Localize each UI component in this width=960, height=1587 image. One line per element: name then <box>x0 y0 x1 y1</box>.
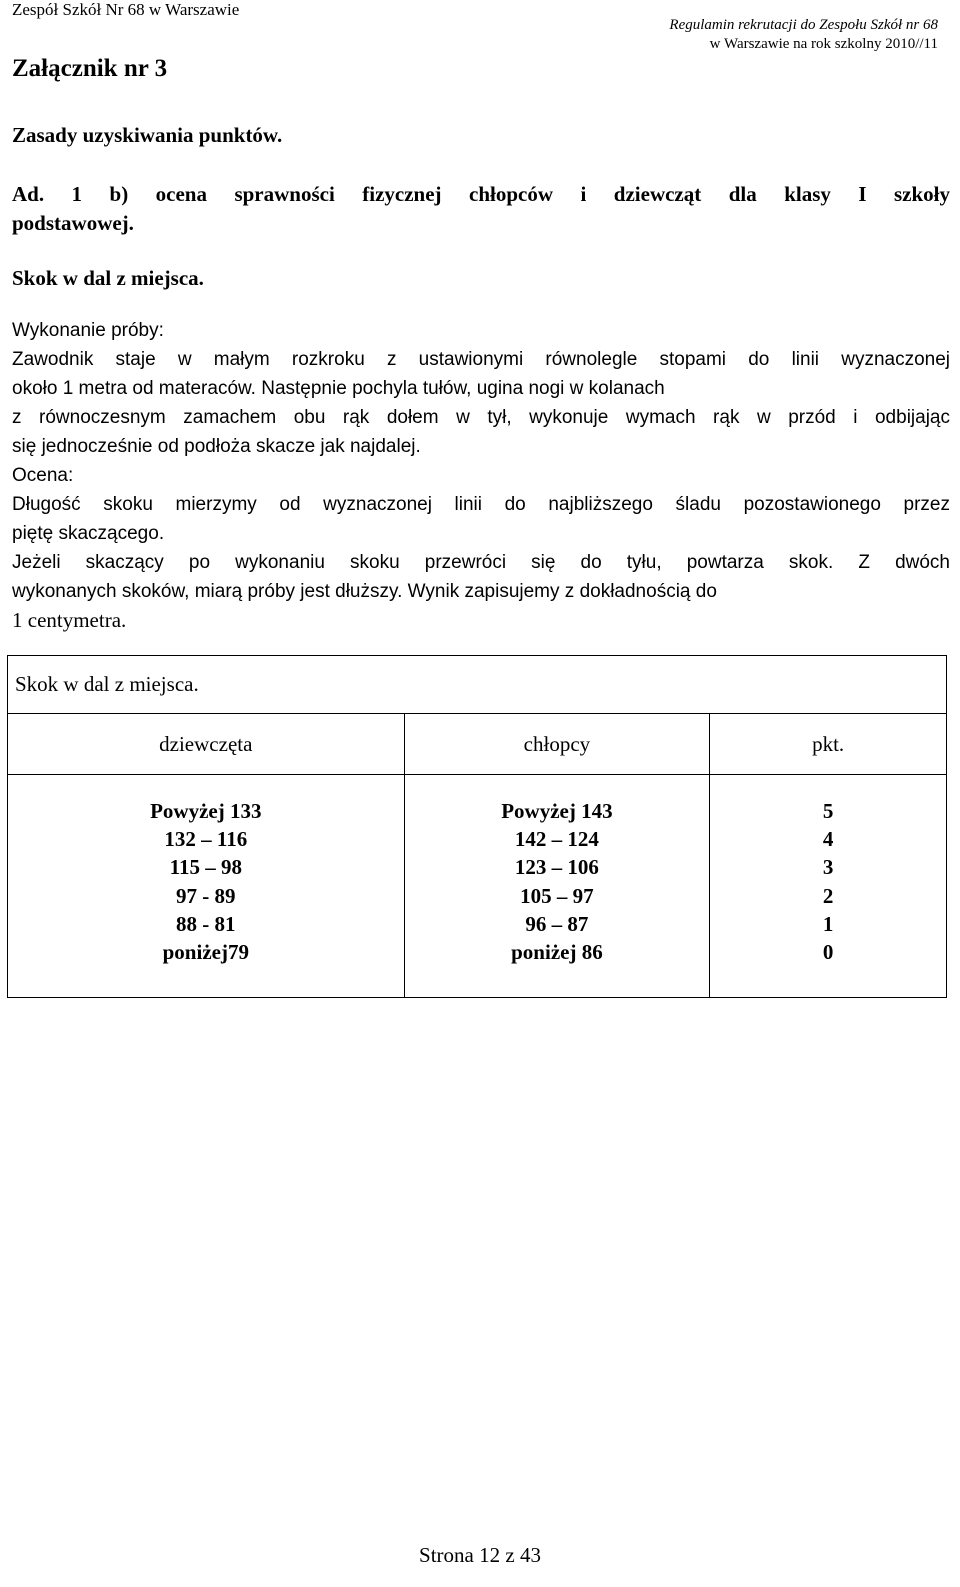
wykonanie-line: około 1 metra od materaców. Następnie pochyla tułów, ugina nogi w kolanach <box>12 378 665 399</box>
header-school: Zespół Szkół Nr 68 w Warszawie <box>12 0 240 19</box>
scoring-table <box>7 655 947 998</box>
header-regulation <box>669 16 938 54</box>
girls-results-cell <box>8 775 405 998</box>
ocena-line: 1 centymetra. <box>12 608 127 632</box>
boys-results-cell <box>404 775 710 998</box>
page-number: Strona 12 z 43 <box>419 1543 541 1567</box>
wykonanie-line: z równoczesnym zamachem obu rąk dołem w tył, wykonuje wymach rąk w przód i odbijając <box>12 407 950 428</box>
wykonanie-line: Zawodnik staje w małym rozkroku z ustawionymi równolegle stopami do linii wyznaczonej <box>12 349 950 370</box>
girls-result: Powyżej 133 <box>150 799 262 823</box>
exercise-title: Skok w dal z miejsca. <box>12 266 204 290</box>
ocena-line: piętę skaczącego. <box>12 523 165 544</box>
girls-result: 97 - 89 <box>176 883 236 908</box>
points-value: 4 <box>822 827 834 852</box>
girls-result: 115 – 98 <box>169 855 242 880</box>
points-value: 1 <box>822 911 834 936</box>
page-subtitle: Zasady uzyskiwania punktów. <box>12 123 283 147</box>
points-cell <box>710 775 947 998</box>
exercise-description <box>12 316 950 635</box>
page-title: Załącznik nr 3 <box>12 55 168 82</box>
header-points: pkt. <box>710 714 947 775</box>
header-regulation-title: Regulamin rekrutacji do Zespołu Szkół nr 68 <box>669 17 938 33</box>
header-girls: dziewczęta <box>8 714 405 775</box>
girls-result: 132 – 116 <box>164 827 248 852</box>
points-value: 0 <box>822 940 834 965</box>
points-value: 3 <box>822 855 834 880</box>
boys-result: poniżej 86 <box>511 940 603 965</box>
boys-result: Powyżej 143 <box>501 799 613 823</box>
section-heading-line2: podstawowej. <box>12 211 134 235</box>
boys-result: 96 – 87 <box>525 911 589 936</box>
ocena-line: Długość skoku mierzymy od wyznaczonej linii do najbliższego śladu pozostawionego przez <box>12 494 950 515</box>
header-boys: chłopcy <box>404 714 710 775</box>
header-regulation-year: w Warszawie na rok szkolny 2010//11 <box>709 36 938 52</box>
ocena-label: Ocena: <box>12 465 74 486</box>
points-value: 5 <box>822 799 834 823</box>
table-header-row <box>8 714 947 775</box>
table-row <box>8 775 947 998</box>
boys-result: 123 – 106 <box>514 855 599 880</box>
wykonanie-label: Wykonanie próby: <box>12 320 164 341</box>
girls-result: poniżej79 <box>162 940 249 965</box>
section-heading-line1: Ad. 1 b) ocena sprawności fizycznej chłopców i dziewcząt dla klasy I szkoły <box>12 182 950 206</box>
table-caption: Skok w dal z miejsca. <box>8 656 947 714</box>
wykonanie-line: się jednocześnie od podłoża skacze jak najdalej. <box>12 436 421 457</box>
ocena-line: Jeżeli skaczący po wykonaniu skoku przewróci się do tyłu, powtarza skok. Z dwóch <box>12 552 950 573</box>
boys-result: 105 – 97 <box>520 883 594 908</box>
ocena-line: wykonanych skoków, miarą próby jest dłuższy. Wynik zapisujemy z dokładnością do <box>12 581 717 602</box>
boys-result: 142 – 124 <box>514 827 599 852</box>
girls-result: 88 - 81 <box>176 911 236 936</box>
points-value: 2 <box>822 883 834 908</box>
